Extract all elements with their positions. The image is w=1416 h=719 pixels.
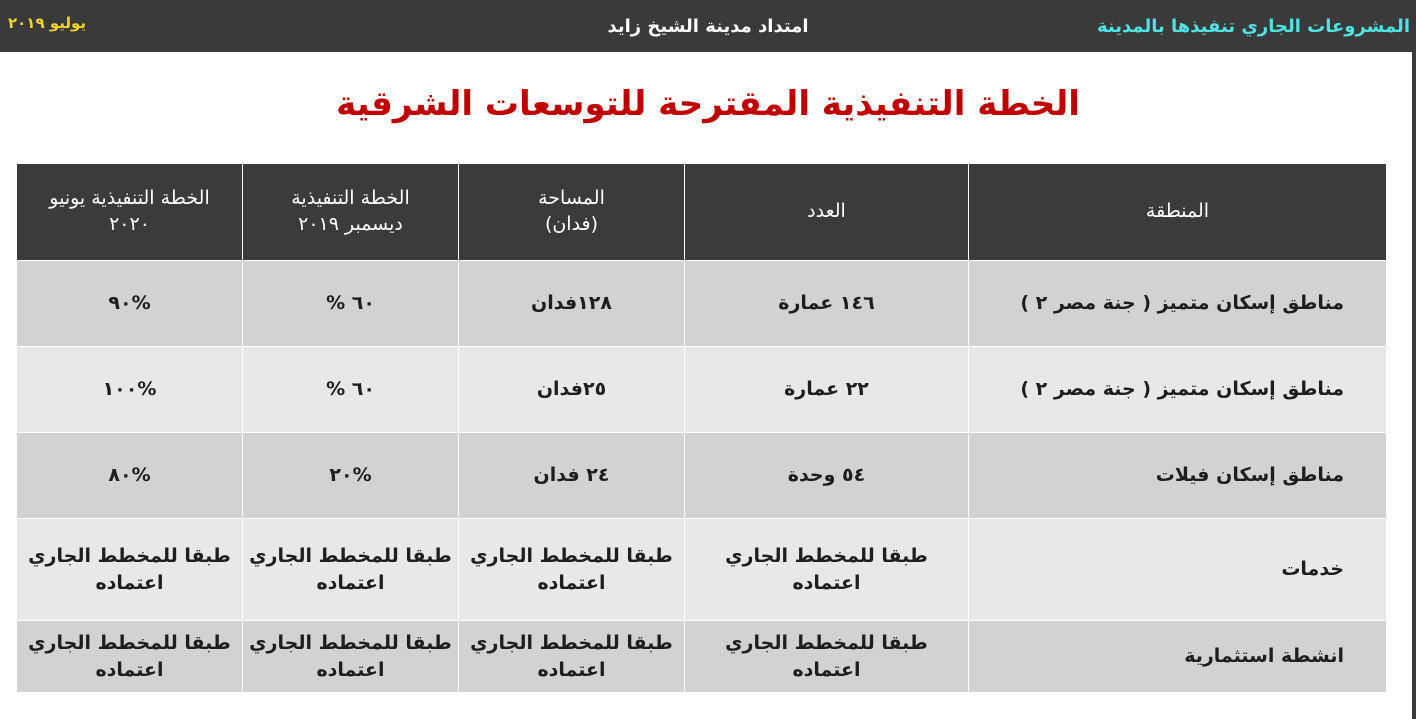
cell-area: ٢٥فدان [459,347,685,433]
cell-area: طبقا للمخطط الجاري اعتماده [459,621,685,693]
page-title: الخطة التنفيذية المقترحة للتوسعات الشرقية [336,84,1080,124]
cell-plan-dec: ٦٠ % [243,261,459,347]
table-row [17,261,1387,347]
header-project-name: امتداد مدينة الشيخ زايد [607,15,809,37]
header-bar [0,0,1416,52]
cell-plan-jun: %١٠٠ [17,347,243,433]
column-header-count: العدد [685,164,969,261]
column-header-plan-jun-2020: الخطة التنفيذية يونيو ٢٠٢٠ [17,164,243,261]
right-edge-rule [1412,52,1416,719]
cell-zone: مناطق إسكان متميز ( جنة مصر ٢ ) [969,347,1387,433]
cell-count: ١٤٦ عمارة [685,261,969,347]
table-row [17,433,1387,519]
cell-plan-dec: طبقا للمخطط الجاري اعتماده [243,621,459,693]
cell-plan-jun: %٩٠ [17,261,243,347]
cell-area: طبقا للمخطط الجاري اعتماده [459,519,685,621]
column-header-area: المساحة (فدان) [459,164,685,261]
cell-plan-dec: %٢٠ [243,433,459,519]
column-header-zone: المنطقة [969,164,1387,261]
plan-table [16,163,1387,693]
cell-zone: مناطق إسكان فيلات [969,433,1387,519]
table-row [17,621,1387,693]
cell-count: طبقا للمخطط الجاري اعتماده [685,519,969,621]
cell-plan-dec: ٦٠ % [243,347,459,433]
cell-plan-jun: %٨٠ [17,433,243,519]
cell-plan-jun: طبقا للمخطط الجاري اعتماده [17,519,243,621]
header-date: يوليو ٢٠١٩ [8,14,87,32]
cell-zone: مناطق إسكان متميز ( جنة مصر ٢ ) [969,261,1387,347]
table-row [17,519,1387,621]
cell-plan-jun: طبقا للمخطط الجاري اعتماده [17,621,243,693]
cell-zone: انشطة استثمارية [969,621,1387,693]
cell-zone: خدمات [969,519,1387,621]
cell-count: ٥٤ وحدة [685,433,969,519]
table-header-row [17,164,1387,261]
cell-count: طبقا للمخطط الجاري اعتماده [685,621,969,693]
table-row [17,347,1387,433]
cell-area: ١٢٨فدان [459,261,685,347]
header-section-title: المشروعات الجاري تنفيذها بالمدينة [1097,15,1410,37]
column-header-plan-dec-2019: الخطة التنفيذية ديسمبر ٢٠١٩ [243,164,459,261]
cell-plan-dec: طبقا للمخطط الجاري اعتماده [243,519,459,621]
cell-area: ٢٤ فدان [459,433,685,519]
cell-count: ٢٢ عمارة [685,347,969,433]
